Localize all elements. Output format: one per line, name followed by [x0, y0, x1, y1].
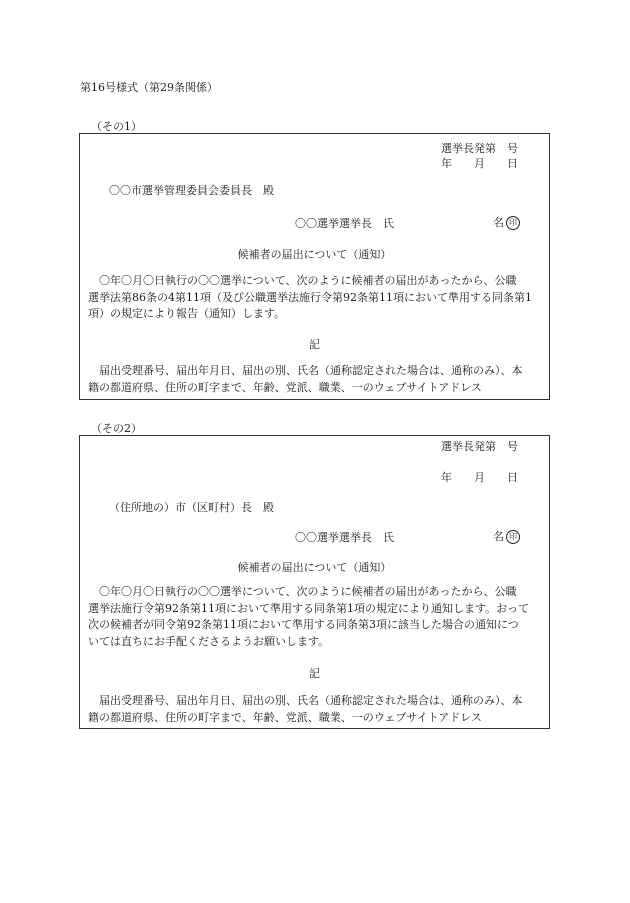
- note-line: 届出受理番号、届出年月日、届出の別、氏名（通称認定された場合は、通称のみ）、本: [99, 364, 523, 377]
- form-header: 第16号様式（第29条関係）: [80, 81, 218, 94]
- body-line: 〇年〇月〇日執行の〇〇選挙について、次のように候補者の届出があったから、公職: [99, 585, 517, 598]
- note-paragraph: [88, 363, 540, 396]
- note-line: 届出受理番号、届出年月日、届出の別、氏名（通称認定された場合は、通称のみ）、本: [99, 694, 523, 707]
- sender-name-label: 名: [493, 216, 504, 229]
- body-line: いては直ちにお手配くださるようお願いします。: [88, 634, 330, 648]
- ki-marker: 記: [309, 667, 320, 680]
- body-line: 選挙法第86条の4第11項（及び公職選挙法施行令第92条第11項において準用する同条第1: [88, 290, 532, 304]
- section-label-1: （その1）: [91, 120, 142, 133]
- sender-title: 〇〇選挙選挙長 氏: [295, 531, 394, 544]
- issue-number: 選挙長発第 号: [441, 142, 518, 155]
- sender-name-line: [493, 216, 520, 230]
- seal-mark: 印: [506, 216, 520, 230]
- sender-name-line: [493, 530, 520, 544]
- note-paragraph: [88, 693, 540, 726]
- ki-marker: 記: [309, 338, 320, 351]
- note-line: 籍の都道府県、住所の町字まで、年齢、党派、職業、一のウェブサイトアドレス: [88, 380, 482, 394]
- body-line: 次の候補者が同令第92条第11項において準用する同条第3項に該当した場合の通知につ: [88, 618, 519, 631]
- body-paragraph: [88, 584, 540, 650]
- note-line: 籍の都道府県、住所の町字まで、年齢、党派、職業、一のウェブサイトアドレス: [88, 710, 482, 724]
- section-label-2: （その2）: [91, 422, 142, 435]
- form-box-2: [79, 435, 550, 729]
- issue-date: 年 月 日: [441, 471, 518, 484]
- body-paragraph: [88, 273, 540, 323]
- sender-name-label: 名: [493, 530, 504, 543]
- document-title: 候補者の届出について（通知）: [237, 561, 392, 574]
- seal-mark: 印: [506, 530, 520, 544]
- addressee: （住所地の）市（区町村）長 殿: [109, 501, 274, 514]
- document-title: 候補者の届出について（通知）: [237, 248, 392, 261]
- form-box-1: [79, 133, 550, 400]
- addressee: 〇〇市選挙管理委員会委員長 殿: [109, 184, 274, 197]
- body-line: 項）の規定により報告（通知）します。: [88, 307, 286, 320]
- issue-number: 選挙長発第 号: [441, 440, 518, 453]
- body-line: 選挙法施行令第92条第11項において準用する同条第1項の規定により通知します。おって: [88, 601, 530, 615]
- sender-title: 〇〇選挙選挙長 氏: [295, 217, 394, 230]
- issue-date: 年 月 日: [441, 157, 518, 170]
- body-line: 〇年〇月〇日執行の〇〇選挙について、次のように候補者の届出があったから、公職: [99, 274, 517, 287]
